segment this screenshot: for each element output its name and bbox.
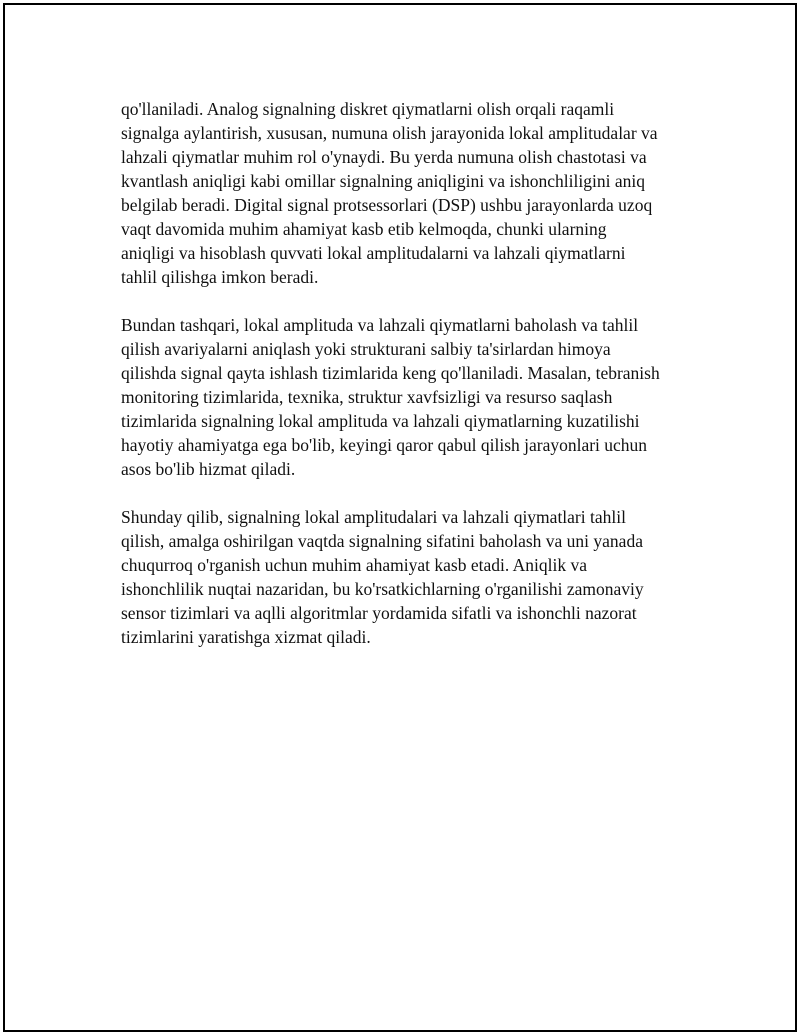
text-line: signalga aylantirish, xususan, numuna olish jarayonida lokal amplitudalar va: [121, 123, 658, 143]
text-line: Shunday qilib, signalning lokal amplitudalari va lahzali qiymatlari tahlil: [121, 507, 626, 527]
text-line: tizimlarida signalning lokal amplituda va lahzali qiymatlarning kuzatilishi: [121, 411, 640, 431]
document-page: [3, 3, 797, 1032]
text-line: tahlil qilishga imkon beradi.: [121, 267, 319, 287]
text-line: lahzali qiymatlar muhim rol o'ynaydi. Bu yerda numuna olish chastotasi va: [121, 147, 647, 167]
paragraph-2: [121, 313, 696, 481]
document-body: [121, 97, 696, 673]
text-line: sensor tizimlari va aqlli algoritmlar yordamida sifatli va ishonchli nazorat: [121, 603, 637, 623]
text-line: aniqligi va hisoblash quvvati lokal amplitudalarni va lahzali qiymatlarni: [121, 243, 626, 263]
text-line: chuqurroq o'rganish uchun muhim ahamiyat kasb etadi. Aniqlik va: [121, 555, 588, 575]
text-line: vaqt davomida muhim ahamiyat kasb etib kelmoqda, chunki ularning: [121, 219, 607, 239]
text-line: belgilab beradi. Digital signal protsessorlari (DSP) ushbu jarayonlarda uzoq: [121, 195, 653, 215]
paragraph-3: [121, 505, 696, 649]
text-line: monitoring tizimlarida, texnika, struktur xavfsizligi va resurso saqlash: [121, 387, 613, 407]
text-line: tizimlarini yaratishga xizmat qiladi.: [121, 627, 371, 647]
text-line: qo'llaniladi. Analog signalning diskret qiymatlarni olish orqali raqamli: [121, 99, 615, 119]
text-line: asos bo'lib hizmat qiladi.: [121, 459, 296, 479]
text-line: Bundan tashqari, lokal amplituda va lahzali qiymatlarni baholash va tahlil: [121, 315, 639, 335]
paragraph-1: [121, 97, 696, 289]
text-line: qilish, amalga oshirilgan vaqtda signalning sifatini baholash va uni yanada: [121, 531, 643, 551]
text-line: qilish avariyalarni aniqlash yoki strukturani salbiy ta'sirlardan himoya: [121, 339, 611, 359]
text-line: ishonchlilik nuqtai nazaridan, bu ko'rsatkichlarning o'rganilishi zamonaviy: [121, 579, 644, 599]
text-line: hayotiy ahamiyatga ega bo'lib, keyingi qaror qabul qilish jarayonlari uchun: [121, 435, 648, 455]
text-line: kvantlash aniqligi kabi omillar signalning aniqligini va ishonchliligini aniq: [121, 171, 645, 191]
text-line: qilishda signal qayta ishlash tizimlarida keng qo'llaniladi. Masalan, tebranish: [121, 363, 660, 383]
